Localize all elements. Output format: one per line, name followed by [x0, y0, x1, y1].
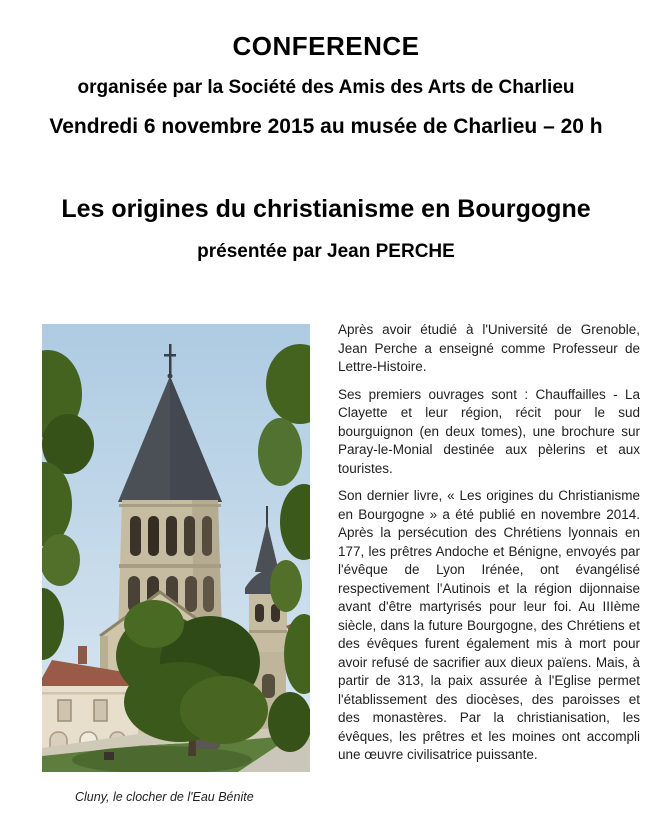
building-window: [94, 700, 107, 721]
presenter-line: présentée par Jean PERCHE: [197, 241, 455, 262]
church-photo-illustration: [42, 324, 310, 772]
date-venue-line: Vendredi 6 novembre 2015 au musée de Charlieu – 20 h: [49, 115, 603, 138]
paragraph-latest-book: Son dernier livre, « Les origines du Christianisme en Bourgogne » a été publié en novembre 2014. Après la persécution des Chrétiens lyonnais en 177, les prêtres Andoche et Bénigne, envoyés par l'évêque de Lyon Irénée, ont évangélisé respectivement l'Autinois et la région dijonnaise avant d'être martyrisés pour leur foi. Au IIIème siècle, dans la future Bourgogne, des Chrétiens et des évêques furent également mis à mort pour avoir refusé de sacrifier aux dieux païens. Mais, à partir de 313, la paix assurée à l'Eglise permet l'établissement des diocèses, des paroisses et des monastères. Par la christianisation, les évêques, les prêtres et les moines ont accompli une œuvre civilisatrice puissante.: [338, 488, 640, 762]
building-window: [58, 700, 71, 721]
paragraph-education: Après avoir étudié à l'Université de Grenoble, Jean Perche a enseigné comme Professeur de Lettre-Histoire.: [338, 322, 640, 374]
organizer-line: organisée par la Société des Amis des Arts de Charlieu: [77, 77, 575, 98]
photo-caption: Cluny, le clocher de l'Eau Bénite: [75, 790, 254, 804]
lawn-object: [104, 752, 114, 760]
talk-title: Les origines du christianisme en Bourgogne: [61, 195, 591, 223]
church-photo: [42, 324, 310, 772]
page-title: CONFERENCE: [232, 31, 420, 61]
paragraph-first-works: Ses premiers ouvrages sont : Chauffailles - La Clayette et leur région, récit pour le sud bourguignon (en deux tomes), une brochure sur Paray-le-Monial destinée aux pèlerins et aux touristes.: [338, 386, 640, 476]
biography-text: [338, 321, 640, 774]
